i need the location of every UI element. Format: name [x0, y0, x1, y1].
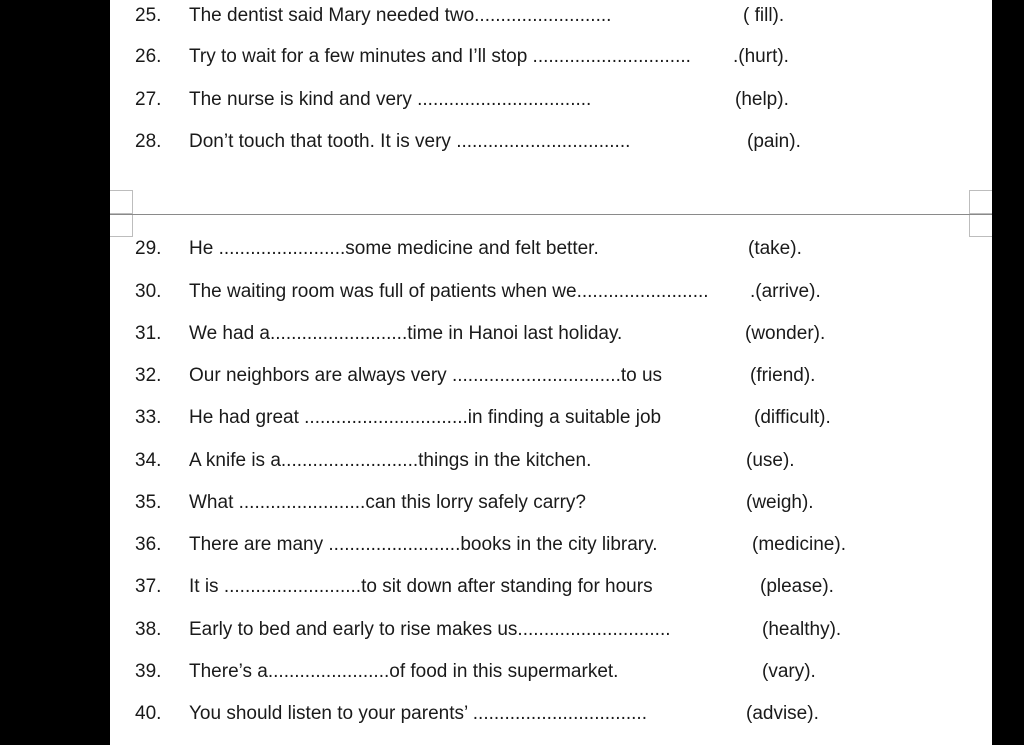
exercise-number: 30. [135, 281, 162, 302]
exercise-item [110, 85, 992, 115]
exercise-item [110, 530, 992, 560]
exercise-item [110, 572, 992, 602]
exercise-hint: (pain). [747, 131, 801, 152]
exercise-hint: (friend). [750, 365, 816, 386]
exercise-hint: (please). [760, 576, 834, 597]
page-break-divider [110, 214, 992, 215]
exercise-number: 29. [135, 238, 162, 259]
exercise-hint: (healthy). [762, 619, 842, 640]
exercise-sentence: It is ..........................to sit down after standing for hours [189, 576, 653, 597]
exercise-item [110, 699, 992, 729]
exercise-sentence: A knife is a..........................things in the kitchen. [189, 450, 592, 471]
exercise-hint: (vary). [762, 661, 816, 682]
exercise-item [110, 361, 992, 391]
exercise-hint: (help). [735, 89, 789, 110]
exercise-number: 35. [135, 492, 162, 513]
exercise-hint: (use). [746, 450, 795, 471]
exercise-sentence: He ........................some medicine and felt better. [189, 238, 599, 259]
exercise-item [110, 657, 992, 687]
exercise-sentence: There are many .........................books in the city library. [189, 534, 658, 555]
exercise-item [110, 319, 992, 349]
exercise-hint: (advise). [746, 703, 819, 724]
exercise-hint: ( fill). [743, 5, 785, 26]
exercise-sentence: There’s a.......................of food in this supermarket. [189, 661, 619, 682]
exercise-item [110, 403, 992, 433]
exercise-item [110, 1, 992, 31]
exercise-hint: (take). [748, 238, 802, 259]
exercise-number: 31. [135, 323, 162, 344]
exercise-hint: (wonder). [745, 323, 826, 344]
exercise-item [110, 234, 992, 264]
exercise-hint: (medicine). [752, 534, 846, 555]
exercise-number: 33. [135, 407, 162, 428]
exercise-item [110, 446, 992, 476]
exercise-number: 40. [135, 703, 162, 724]
exercise-number: 36. [135, 534, 162, 555]
exercise-number: 28. [135, 131, 162, 152]
exercise-item [110, 488, 992, 518]
exercise-sentence: Don’t touch that tooth. It is very ................................. [189, 131, 631, 152]
exercise-number: 27. [135, 89, 162, 110]
exercise-sentence: The nurse is kind and very ................................. [189, 89, 592, 110]
exercise-sentence: The waiting room was full of patients when we......................... [189, 281, 709, 302]
page-corner-marker [969, 190, 992, 214]
exercise-item [110, 615, 992, 645]
exercise-sentence: We had a..........................time in Hanoi last holiday. [189, 323, 623, 344]
exercise-sentence: The dentist said Mary needed two.......................... [189, 5, 612, 26]
exercise-item [110, 127, 992, 157]
exercise-sentence: You should listen to your parents’ ................................. [189, 703, 647, 724]
exercise-number: 39. [135, 661, 162, 682]
exercise-sentence: Early to bed and early to rise makes us............................. [189, 619, 671, 640]
exercise-number: 34. [135, 450, 162, 471]
exercise-number: 32. [135, 365, 162, 386]
exercise-number: 26. [135, 46, 162, 67]
document-page [110, 0, 992, 745]
exercise-sentence: Our neighbors are always very ................................to us [189, 365, 663, 386]
page-corner-marker [110, 190, 133, 214]
exercise-number: 25. [135, 5, 162, 26]
exercise-hint: .(hurt). [733, 46, 789, 67]
exercise-sentence: What ........................can this lorry safely carry? [189, 492, 586, 513]
exercise-sentence: Try to wait for a few minutes and I’ll stop .............................. [189, 46, 691, 67]
exercise-sentence: He had great ...............................in finding a suitable job [189, 407, 662, 428]
exercise-hint: (weigh). [746, 492, 814, 513]
exercise-number: 38. [135, 619, 162, 640]
exercise-number: 37. [135, 576, 162, 597]
exercise-item [110, 277, 992, 307]
exercise-hint: .(arrive). [750, 281, 821, 302]
exercise-item [110, 42, 992, 72]
exercise-hint: (difficult). [754, 407, 831, 428]
